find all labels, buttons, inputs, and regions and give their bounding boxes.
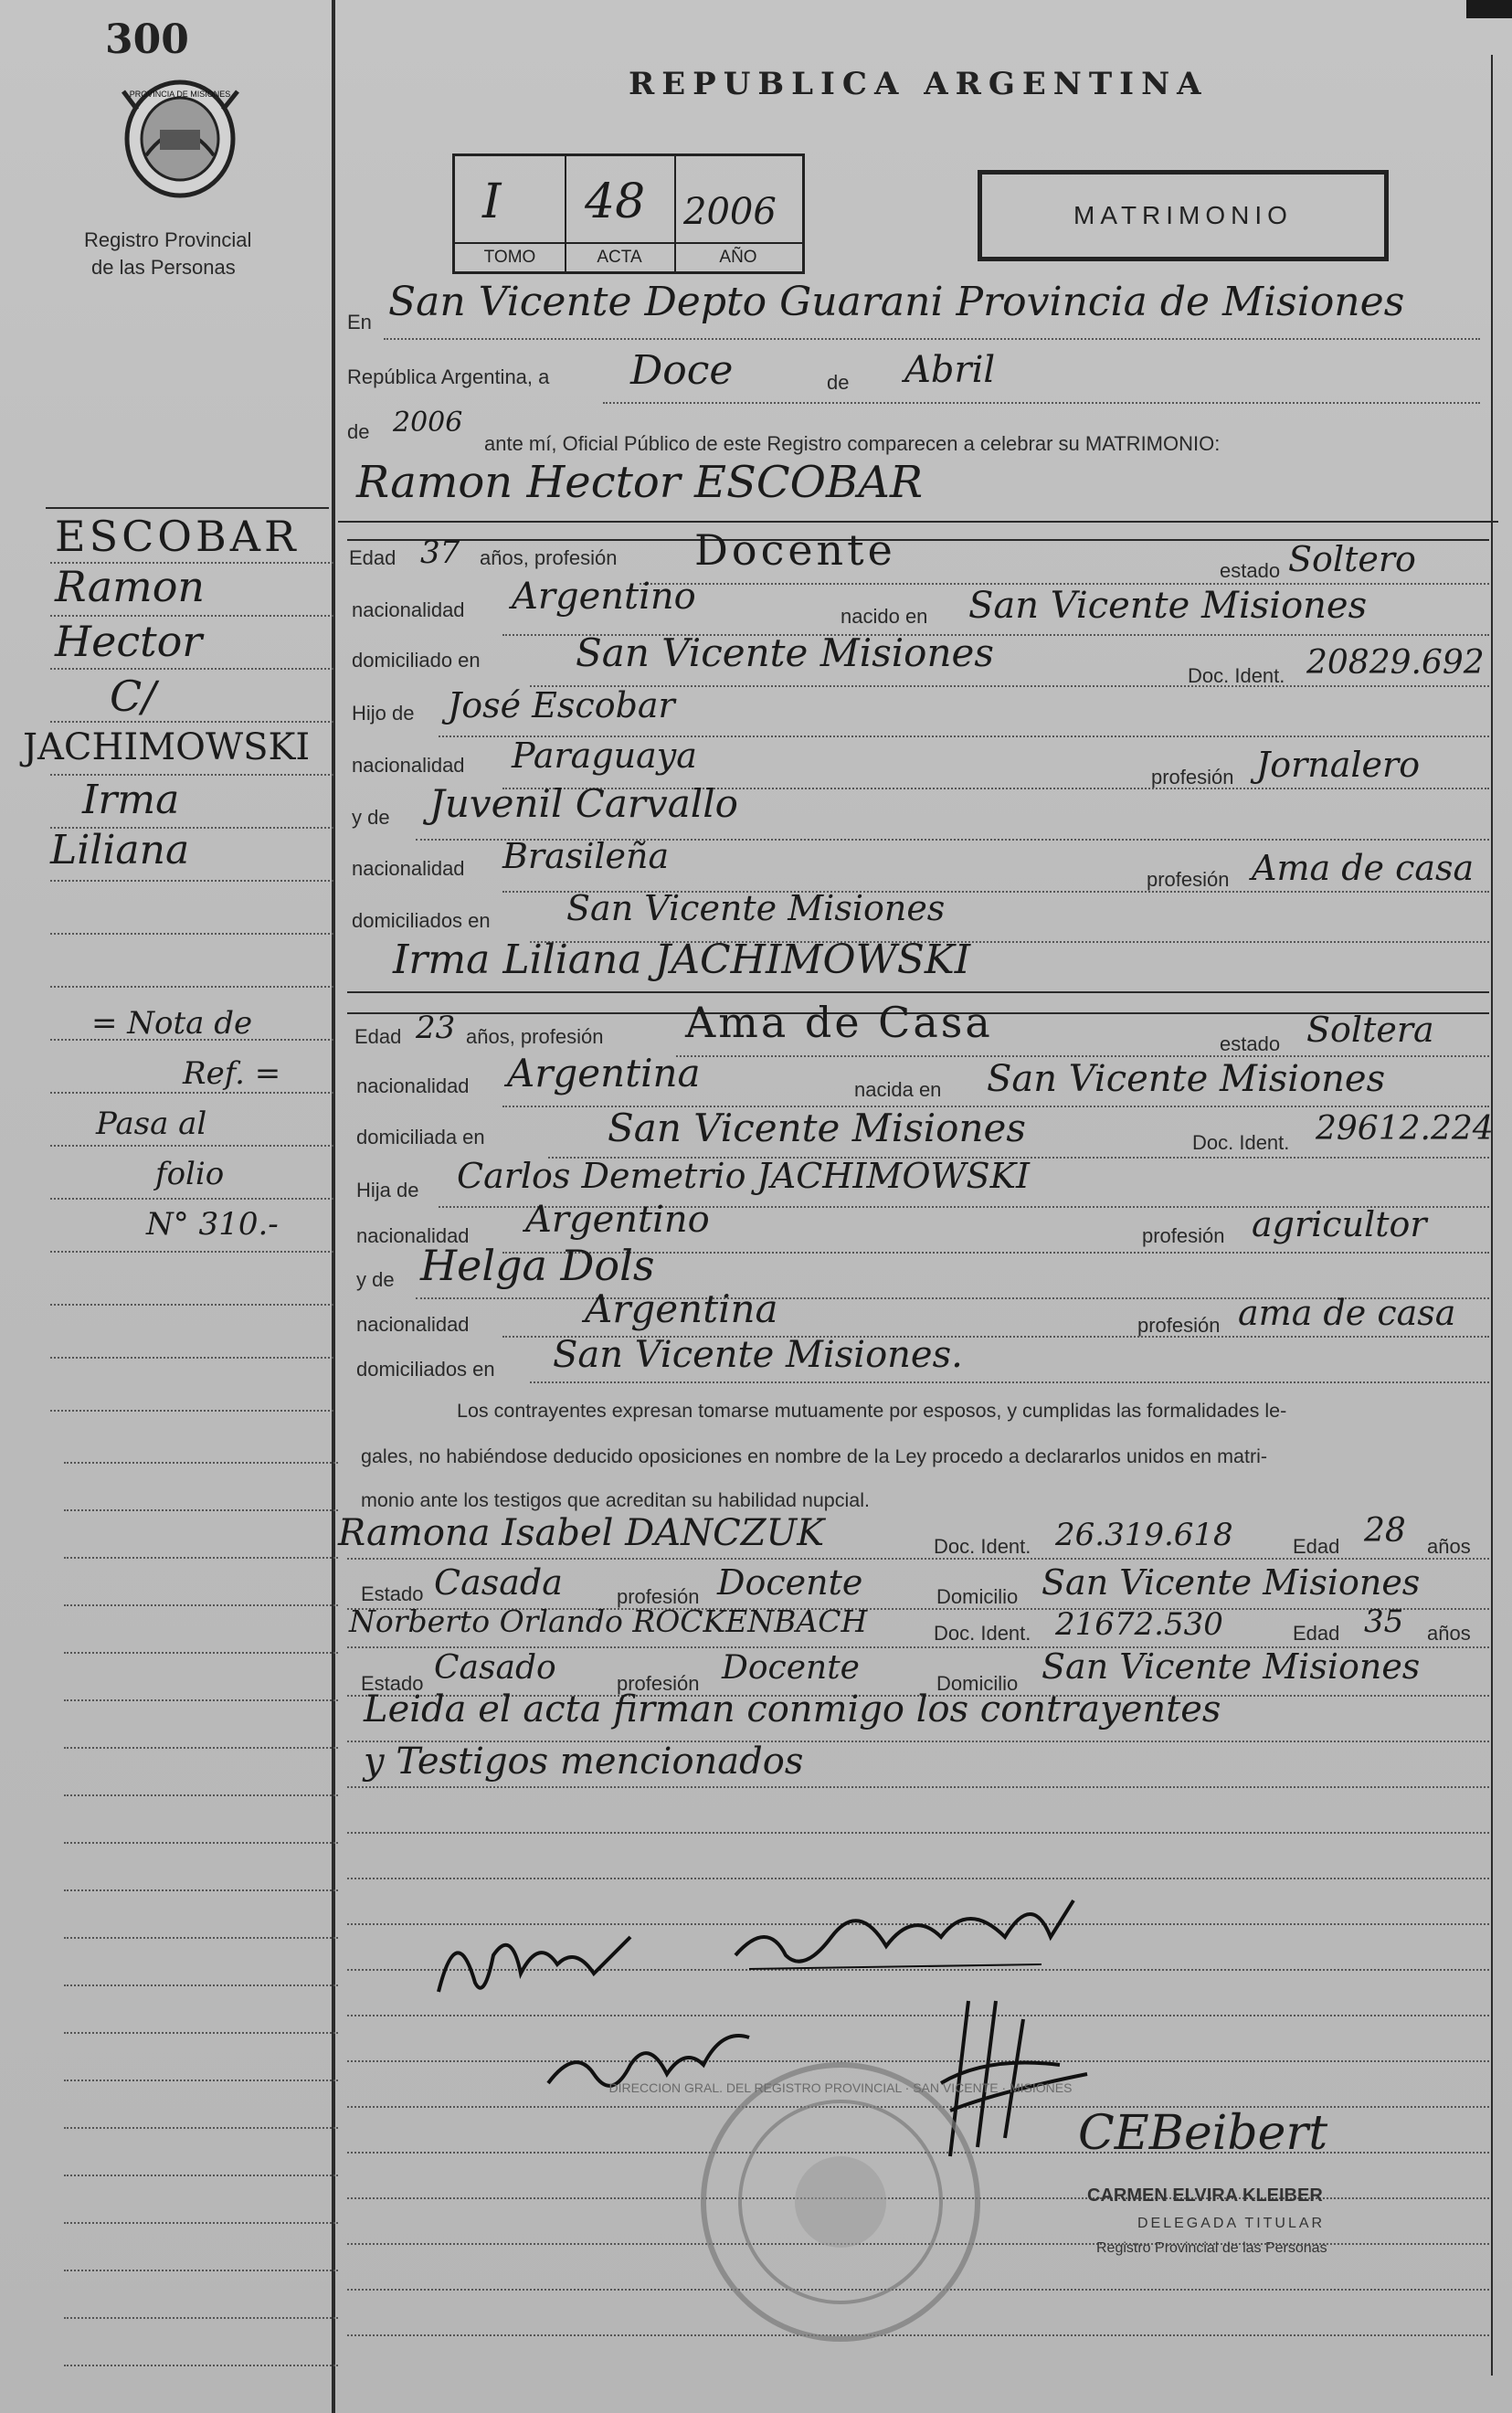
bride-mother-nat: Argentina xyxy=(585,1286,778,1331)
margin-dotted-line xyxy=(50,1357,333,1359)
margin-dotted-line xyxy=(64,1604,338,1606)
margin-dotted-line xyxy=(50,986,333,988)
svg-text:PROVINCIA DE MISIONES: PROVINCIA DE MISIONES xyxy=(129,90,231,99)
witness1-domicile: San Vicente Misiones xyxy=(1041,1562,1421,1603)
margin-name-3: Hector xyxy=(55,617,203,666)
groom-estado-label: estado xyxy=(1220,559,1281,582)
witness1-edad-label: Edad xyxy=(1293,1535,1340,1558)
official-stamp-icon xyxy=(608,2056,1073,2348)
margin-dotted-line xyxy=(50,615,333,617)
groom-edad-label: Edad xyxy=(349,546,397,569)
margin-note-5: N° 310.- xyxy=(146,1206,279,1243)
bride-nationality: Argentina xyxy=(507,1051,701,1095)
tomo-label: TOMO xyxy=(455,242,565,271)
groom-nationality: Argentino xyxy=(512,576,696,618)
groom-name: Ramon Hector ESCOBAR xyxy=(356,457,924,508)
margin-name-7: Liliana xyxy=(50,827,190,873)
bride-name-rule xyxy=(347,991,1489,993)
witness2-profession: Docente xyxy=(722,1649,860,1687)
page-edge-shadow xyxy=(1466,0,1512,18)
doc-type-box: MATRIMONIO xyxy=(978,170,1389,261)
groom-mprof-label: profesión xyxy=(1147,868,1230,891)
margin-dotted-line xyxy=(64,1794,338,1796)
groom-mother: Juvenil Carvallo xyxy=(429,781,738,826)
bride-birthplace: San Vicente Misiones xyxy=(987,1058,1386,1100)
bride-line-8 xyxy=(530,1381,1489,1383)
margin-dotted-line xyxy=(64,2032,338,2034)
groom-fprof-label: profesión xyxy=(1151,766,1234,788)
witness2-dom-label: Domicilio xyxy=(936,1672,1019,1695)
place-value: San Vicente Depto Guarani Provincia de Misiones xyxy=(388,279,1405,325)
bride-name: Irma Liliana JACHIMOWSKI xyxy=(393,937,971,983)
officer-office: Registro Provincial de las Personas xyxy=(1096,2240,1327,2256)
margin-note-4: folio xyxy=(155,1156,225,1192)
witness1-prof-label: profesión xyxy=(617,1585,700,1608)
margin-note-2: Ref. = xyxy=(183,1055,281,1092)
witness2-edad-label: Edad xyxy=(1293,1622,1340,1645)
margin-divider xyxy=(332,0,335,2413)
margin-dotted-line xyxy=(64,1842,338,1844)
witness2-doc: 21672.530 xyxy=(1055,1606,1223,1643)
closing-rule-2 xyxy=(347,1786,1489,1788)
registry-number-box xyxy=(452,153,805,274)
margin-name-1: ESCOBAR xyxy=(55,512,300,561)
acta-value: 48 xyxy=(585,175,646,229)
witness2-anios-label: años xyxy=(1427,1622,1471,1645)
bride-profession: Ama de Casa xyxy=(685,998,993,1047)
margin-dotted-line xyxy=(50,1198,333,1200)
groom-doc: 20829.692 xyxy=(1306,644,1485,682)
bride-estado: Soltera xyxy=(1306,1010,1434,1050)
bride-mnac-label: nacionalidad xyxy=(356,1313,470,1336)
acta-cell xyxy=(565,156,676,271)
margin-dotted-line xyxy=(64,1509,338,1511)
margin-dotted-line xyxy=(50,721,333,723)
republica-label: República Argentina, a xyxy=(347,365,550,388)
bride-hija-label: Hija de xyxy=(356,1179,419,1201)
margin-note-1: = Nota de xyxy=(91,1005,253,1042)
declaration-line1: Los contrayentes expresan tomarse mutuamente por esposos, y cumplidas las formalidades le- xyxy=(457,1400,1287,1422)
witness2-estado-label: Estado xyxy=(361,1672,424,1695)
witness1-age: 28 xyxy=(1364,1512,1406,1550)
groom-pdom-label: domiciliados en xyxy=(352,909,491,932)
margin-dotted-line xyxy=(50,1092,333,1094)
witness2-domicile: San Vicente Misiones xyxy=(1041,1646,1421,1687)
bride-parents-domicile: San Vicente Misiones. xyxy=(553,1334,963,1376)
bride-age: 23 xyxy=(416,1010,456,1046)
margin-dotted-line xyxy=(50,1410,333,1412)
witness2-name: Norberto Orlando ROCKENBACH xyxy=(349,1603,868,1639)
groom-father: José Escobar xyxy=(448,685,675,725)
bride-fnac-label: nacionalidad xyxy=(356,1224,470,1247)
margin-dotted-line xyxy=(64,1984,338,1986)
witness1-estado-label: Estado xyxy=(361,1582,424,1605)
groom-dom-label: domiciliado en xyxy=(352,649,481,672)
witness2-doc-label: Doc. Ident. xyxy=(934,1622,1031,1645)
margin-dotted-line xyxy=(64,1699,338,1701)
margin-dotted-line xyxy=(50,880,333,882)
margin-dotted-line xyxy=(64,2127,338,2129)
bride-father-prof: agricultor xyxy=(1252,1204,1427,1244)
en-label: En xyxy=(347,311,372,333)
registry-line1: Registro Provincial xyxy=(84,228,252,251)
witness1-doc-label: Doc. Ident. xyxy=(934,1535,1031,1558)
margin-dotted-line xyxy=(64,1652,338,1654)
bride-estado-label: estado xyxy=(1220,1032,1281,1055)
groom-parents-domicile: San Vicente Misiones xyxy=(566,888,946,928)
closing-line1: Leida el acta firman conmigo los contrayentes xyxy=(364,1688,1221,1730)
provincial-seal-icon xyxy=(119,73,242,201)
bride-fprof-label: profesión xyxy=(1142,1224,1225,1247)
closing-line2: y Testigos mencionados xyxy=(364,1741,804,1783)
groom-signature-icon xyxy=(429,1900,649,2010)
margin-dotted-line xyxy=(64,2175,338,2176)
witness1-name: Ramona Isabel DANCZUK xyxy=(338,1512,825,1554)
bride-mother: Helga Dols xyxy=(420,1241,655,1290)
margin-dotted-line xyxy=(64,1462,338,1464)
bride-mprof-label: profesión xyxy=(1137,1314,1221,1337)
groom-mother-nat: Brasileña xyxy=(502,836,670,876)
groom-mother-prof: Ama de casa xyxy=(1252,848,1475,888)
bride-nacida-label: nacida en xyxy=(854,1078,942,1101)
officer-signature: CEBeibert xyxy=(1078,2106,1328,2161)
groom-profession: Docente xyxy=(694,525,896,575)
groom-nac-label: nacionalidad xyxy=(352,598,465,621)
anio-value: 2006 xyxy=(683,191,777,233)
margin-name-2: Ramon xyxy=(55,562,206,611)
margin-dotted-line xyxy=(50,827,333,829)
bride-pdom-label: domiciliados en xyxy=(356,1358,495,1381)
margin-name-5: JACHIMOWSKI xyxy=(23,726,311,768)
witness2-prof-label: profesión xyxy=(617,1672,700,1695)
witness2-estado: Casado xyxy=(434,1649,556,1687)
groom-nacido-label: nacido en xyxy=(841,605,928,628)
anio-cell xyxy=(674,156,802,271)
registry-line2: de las Personas xyxy=(91,256,236,279)
groom-age: 37 xyxy=(420,534,460,571)
bride-nac-label: nacionalidad xyxy=(356,1074,470,1097)
tomo-value: I xyxy=(482,175,502,229)
ante-text: ante mí, Oficial Público de este Registro comparecen a celebrar su MATRIMONIO: xyxy=(484,432,1221,455)
month-value: Abril xyxy=(904,349,996,391)
date-line xyxy=(603,402,1480,404)
margin-dotted-line xyxy=(64,2270,338,2271)
signature-area-line xyxy=(347,2015,1489,2016)
margin-dotted-line xyxy=(50,1039,333,1041)
groom-hijo-label: Hijo de xyxy=(352,702,415,725)
signature-area-line xyxy=(347,1832,1489,1834)
margin-dotted-line xyxy=(64,1889,338,1891)
declaration-line3: monio ante los testigos que acreditan su habilidad nupcial. xyxy=(361,1489,870,1511)
bride-line-1 xyxy=(676,1055,1489,1057)
bride-father-nat: Argentino xyxy=(525,1199,710,1241)
bride-domicile: San Vicente Misiones xyxy=(608,1106,1026,1150)
bride-edad-label: Edad xyxy=(354,1025,402,1048)
groom-birthplace: San Vicente Misiones xyxy=(968,585,1368,627)
day-value: Doce xyxy=(630,347,734,394)
margin-dotted-line xyxy=(50,933,333,935)
bride-anios-label: años, profesión xyxy=(466,1025,604,1048)
margin-top-rule xyxy=(46,507,329,509)
witness1-dom-label: Domicilio xyxy=(936,1585,1019,1608)
margin-dotted-line xyxy=(64,2365,338,2366)
bride-yde-label: y de xyxy=(356,1268,395,1291)
margin-name-6: Irma xyxy=(82,777,180,823)
margin-dotted-line xyxy=(64,1557,338,1559)
bride-mother-prof: ama de casa xyxy=(1238,1293,1456,1333)
margin-dotted-line xyxy=(64,2080,338,2081)
witness1-profession: Docente xyxy=(717,1562,863,1603)
witness1-line-1 xyxy=(347,1558,1489,1560)
margin-dotted-line xyxy=(64,1937,338,1939)
margin-name-4: C/ xyxy=(110,672,156,721)
groom-name-rule xyxy=(338,521,1498,523)
margin-dotted-line xyxy=(50,1251,333,1253)
margin-dotted-line xyxy=(50,774,333,776)
groom-father-nat: Paraguaya xyxy=(512,736,697,776)
margin-dotted-line xyxy=(50,562,333,564)
year-value: 2006 xyxy=(393,407,463,439)
bride-doc: 29612.224 xyxy=(1316,1110,1494,1148)
signature-area-line xyxy=(347,1878,1489,1879)
declaration-line2: gales, no habiéndose deducido oposiciones en nombre de la Ley procedo a declararlos unidos en matri- xyxy=(361,1445,1268,1467)
groom-yde-label: y de xyxy=(352,806,390,829)
bride-signature-icon xyxy=(731,1882,1078,1983)
groom-estado: Soltero xyxy=(1288,539,1416,579)
margin-note-3: Pasa al xyxy=(96,1106,207,1142)
groom-fnac-label: nacionalidad xyxy=(352,754,465,777)
groom-mnac-label: nacionalidad xyxy=(352,857,465,880)
groom-anios-label: años, profesión xyxy=(480,546,618,569)
bride-doc-label: Doc. Ident. xyxy=(1192,1131,1290,1154)
anio-label: AÑO xyxy=(674,242,802,271)
svg-text:DIRECCION GRAL. DEL REGISTRO P: DIRECCION GRAL. DEL REGISTRO PROVINCIAL · SAN VICENTE · MISIONES xyxy=(608,2080,1073,2095)
de2-label: de xyxy=(347,420,370,443)
groom-father-prof: Jornalero xyxy=(1256,745,1421,785)
folio-number: 300 xyxy=(105,16,189,63)
acta-label: ACTA xyxy=(565,242,674,271)
bride-dom-label: domiciliada en xyxy=(356,1126,485,1148)
margin-dotted-line xyxy=(50,1145,333,1147)
margin-dotted-line xyxy=(64,2222,338,2224)
tomo-cell xyxy=(455,156,566,271)
groom-doc-label: Doc. Ident. xyxy=(1188,664,1285,687)
right-border xyxy=(1491,55,1493,2376)
officer-name: CARMEN ELVIRA KLEIBER xyxy=(1087,2185,1323,2206)
margin-dotted-line xyxy=(50,1304,333,1306)
bride-father: Carlos Demetrio JACHIMOWSKI xyxy=(457,1156,1030,1196)
witness2-age: 35 xyxy=(1364,1603,1404,1640)
witness1-anios-label: años xyxy=(1427,1535,1471,1558)
officer-title: DELEGADA TITULAR xyxy=(1137,2216,1326,2231)
witness1-doc: 26.319.618 xyxy=(1055,1517,1233,1553)
place-line xyxy=(384,338,1480,340)
de-label: de xyxy=(827,371,850,394)
margin-dotted-line xyxy=(64,1747,338,1749)
margin-dotted-line xyxy=(64,2317,338,2319)
margin-dotted-line xyxy=(50,668,333,670)
groom-domicile: San Vicente Misiones xyxy=(576,630,994,675)
page-title: REPUBLICA ARGENTINA xyxy=(629,66,1209,102)
witness1-estado: Casada xyxy=(434,1562,563,1603)
